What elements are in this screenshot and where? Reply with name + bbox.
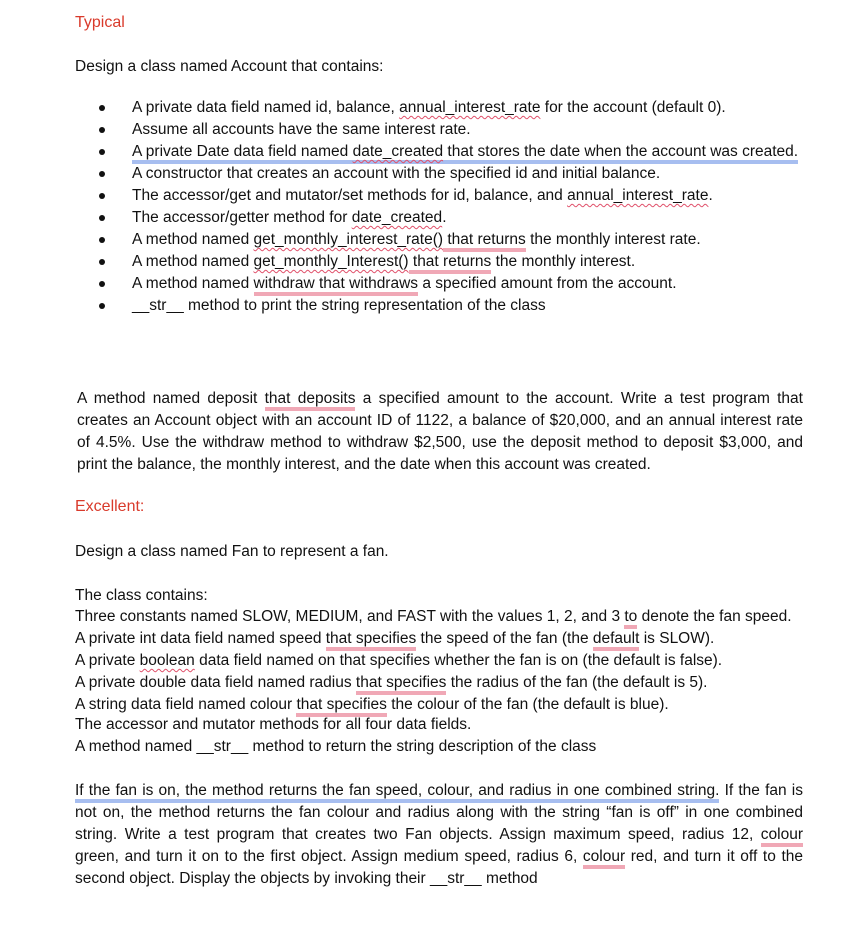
account-intro: Design a class named Account that contains: bbox=[75, 58, 384, 75]
spelling-flag: date_created bbox=[352, 143, 444, 160]
list-item: The accessor/get and mutator/set methods for id, balance, and annual_interest_rate. bbox=[0, 185, 804, 207]
grammar-flag: that specifies bbox=[326, 630, 416, 651]
bullet-icon bbox=[99, 237, 105, 243]
bullet-icon bbox=[99, 259, 105, 265]
fan-line-constants: Three constants named SLOW, MEDIUM, and FAST with the values 1, 2, and 3 to denote the fan speed. bbox=[75, 606, 805, 628]
grammar-flag: to bbox=[624, 608, 637, 629]
fan-line-speed: A private int data field named speed that specifies the speed of the fan (the default is SLOW). bbox=[75, 628, 805, 650]
fan-line-colour: A string data field named colour that specifies the colour of the fan (the default is blue). bbox=[75, 694, 805, 716]
grammar-flag: that deposits bbox=[265, 390, 356, 411]
grammar-flag: colour bbox=[583, 848, 625, 869]
spelling-flag: annual_interest_rate bbox=[399, 99, 541, 116]
list-item: __str__ method to print the string representation of the class bbox=[0, 295, 804, 317]
deposit-paragraph: A method named deposit that deposits a specified amount to the account. Write a test program that creates an Account object with an account ID of 1122, a balance of $20,000, and an annual interest rate of 4.5%. Use the withdraw method to withdraw $2,500, use the deposit method to deposit $3,000, and print the balance, the monthly interest, and the date when this account was created. bbox=[77, 390, 803, 473]
fan-line-radius: A private double data field named radius that specifies the radius of the fan (the default is 5). bbox=[75, 672, 805, 694]
spelling-flag: annual_interest_rate bbox=[567, 187, 709, 204]
grammar-flag: withdraw that withdraws bbox=[254, 275, 419, 296]
fan-line-on: A private boolean data field named on that specifies whether the fan is on (the default is false). bbox=[75, 652, 723, 669]
bullet-icon bbox=[99, 303, 105, 309]
fan-line-str: A method named __str__ method to return the string description of the class bbox=[75, 738, 597, 755]
fan-line-accessors: The accessor and mutator methods for all four data fields. bbox=[75, 716, 472, 733]
bullet-icon bbox=[99, 193, 105, 199]
list-item bbox=[0, 141, 804, 163]
grammar-flag: A private Date data field named date_created that stores the date when the account was created. bbox=[132, 143, 798, 164]
spelling-flag: get_monthly_Interest() bbox=[253, 253, 409, 270]
fan-contains-label: The class contains: bbox=[75, 587, 208, 604]
grammar-flag: that returns bbox=[409, 253, 492, 274]
account-requirements-list bbox=[0, 97, 856, 317]
list-item: A method named withdraw that withdraws a specified amount from the account. bbox=[0, 273, 804, 295]
list-item: Assume all accounts have the same interest rate. bbox=[0, 119, 804, 141]
spelling-flag: get_monthly_interest_rate() bbox=[253, 231, 444, 248]
list-item: A private data field named id, balance, annual_interest_rate for the account (default 0). bbox=[0, 97, 804, 119]
grammar-flag: colour bbox=[761, 826, 803, 847]
bullet-icon bbox=[99, 105, 105, 111]
bullet-icon bbox=[99, 215, 105, 221]
fan-final-paragraph: If the fan is on, the method returns the fan speed, colour, and radius in one combined string. If the fan is not on, the method returns the fan colour and radius along with the string “fan is off” in one combined string. Write a test program that creates two Fan objects. Assign maximum speed, radius 12, colour green, and turn it on to the first object. Assign medium speed, radius 6, colour red, and turn it off to the second object. Display the objects by invoking their __str__ method bbox=[75, 782, 803, 887]
grammar-flag: default bbox=[593, 630, 640, 651]
list-item: The accessor/getter method for date_created. bbox=[0, 207, 804, 229]
bullet-icon bbox=[99, 171, 105, 177]
fan-intro: Design a class named Fan to represent a fan. bbox=[75, 543, 389, 560]
typical-heading: Typical bbox=[75, 14, 125, 31]
bullet-icon bbox=[99, 127, 105, 133]
spelling-flag: boolean bbox=[139, 652, 195, 669]
grammar-flag: If the fan is on, the method returns the fan speed, colour, and radius in one combined string. bbox=[75, 782, 719, 803]
list-item: A constructor that creates an account with the specified id and initial balance. bbox=[0, 163, 804, 185]
list-item: A method named get_monthly_interest_rate() that returns the monthly interest rate. bbox=[0, 229, 804, 251]
grammar-flag: that returns bbox=[443, 231, 526, 252]
spelling-flag: date_created bbox=[351, 209, 443, 226]
excellent-heading: Excellent: bbox=[75, 498, 145, 515]
list-item: A method named get_monthly_Interest() that returns the monthly interest. bbox=[0, 251, 804, 273]
bullet-icon bbox=[99, 149, 105, 155]
bullet-icon bbox=[99, 281, 105, 287]
grammar-flag: that specifies bbox=[356, 674, 446, 695]
grammar-flag: that specifies bbox=[296, 696, 386, 717]
